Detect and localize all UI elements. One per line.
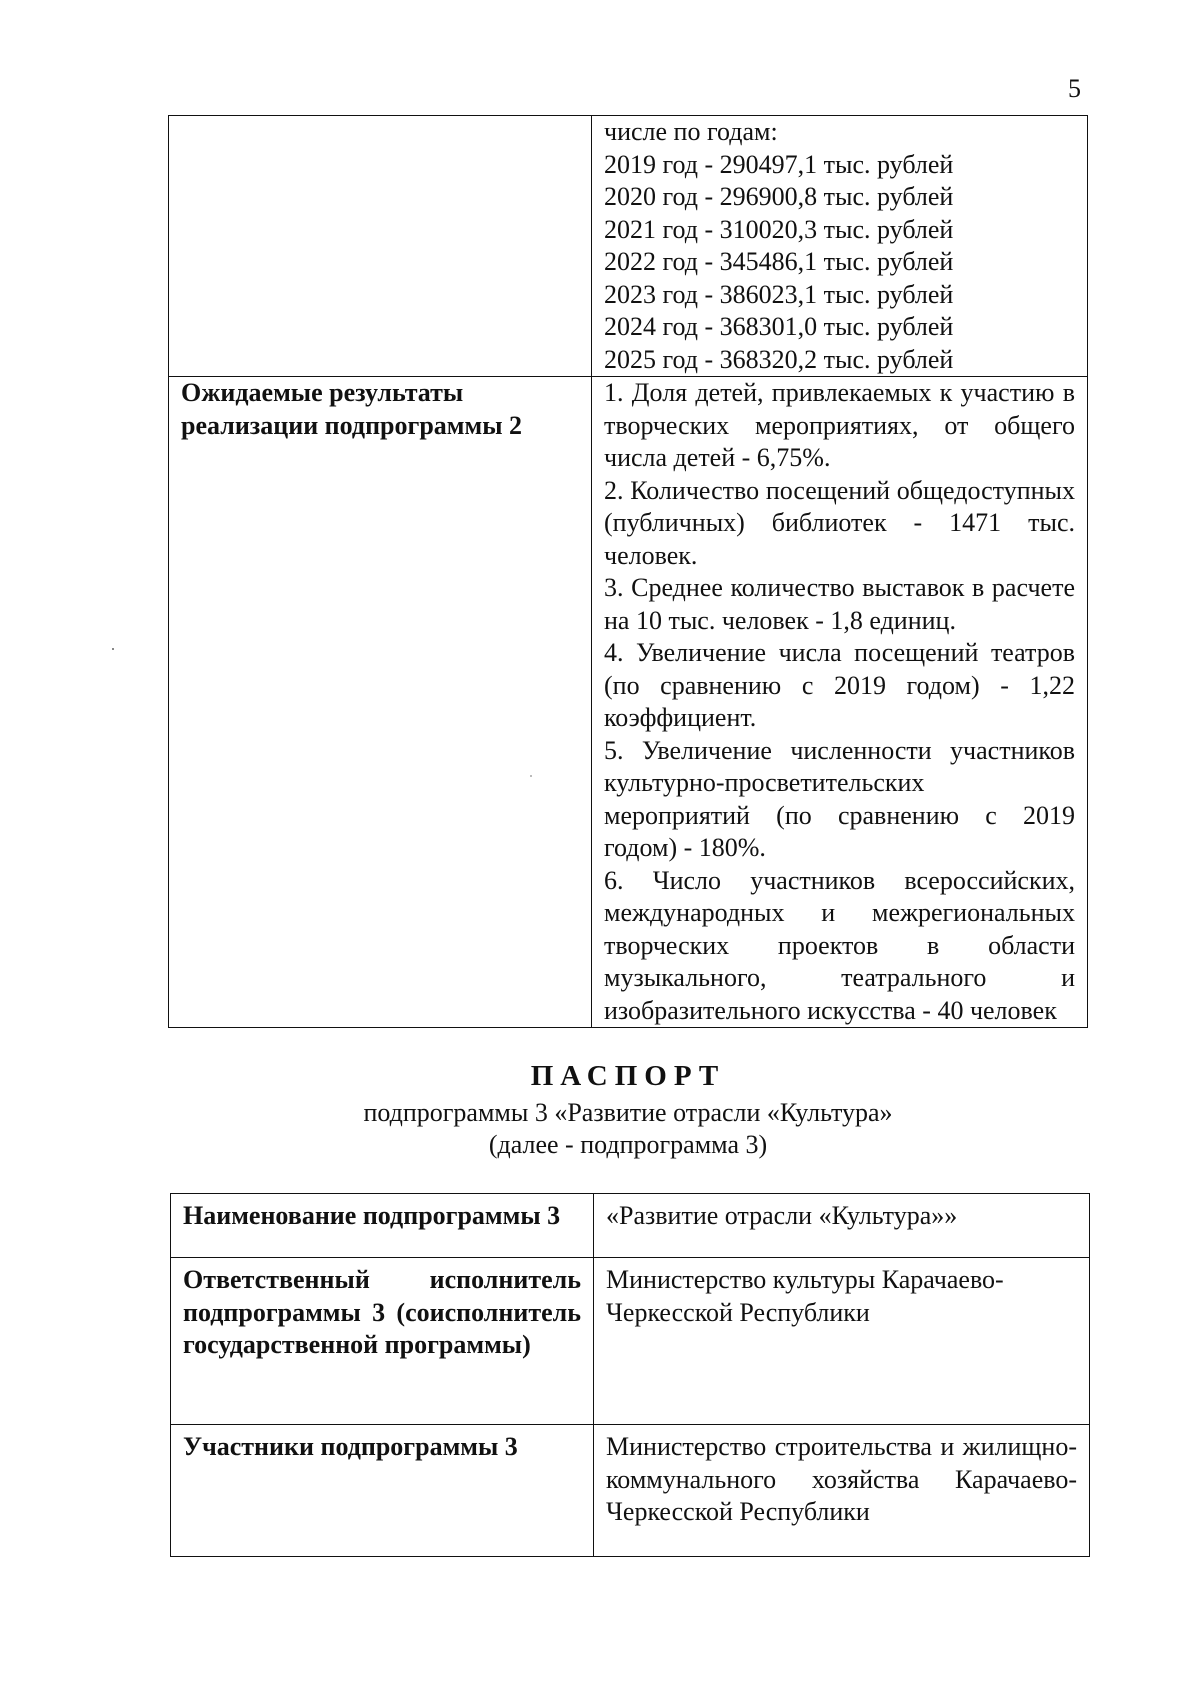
program-results-table [168,115,1088,1028]
funding-line: 2022 год - 345486,1 тыс. рублей [604,247,954,276]
scan-speck [112,648,114,650]
passport-subtitle-note: (далее - подпрограмма 3) [488,1130,768,1159]
funding-by-years-cell [592,116,1088,377]
passport-label: Участники подпрограммы 3 [171,1425,594,1557]
result-item: 6. Число участников всероссийских, международных и межрегиональных творческих проектов в области музыкального, театрального и изобразительного искусства - 40 человек [604,865,1075,1025]
passport-label: Наименование подпрограммы 3 [171,1194,594,1258]
expected-results-row [169,377,1088,1028]
result-item: 5. Увеличение численности участников культурно-просветительских мероприятий (по сравнению с 2019 годом) - 180%. [604,735,1075,862]
passport-value: «Развитие отрасли «Культура»» [594,1194,1090,1258]
result-item: 3. Среднее количество выставок в расчете на 10 тыс. человек - 1,8 единиц. [604,573,1075,635]
passport-subtitle: подпрограммы 3 «Развитие отрасли «Культура» [363,1098,893,1127]
result-item: 1. Доля детей, привлекаемых к участию в творческих мероприятиях, от общего числа детей - 6,75%. [604,378,1075,472]
funding-line: 2021 год - 310020,3 тыс. рублей [604,214,954,244]
expected-results-label: Ожидаемые результаты реализации подпрограммы 2 [169,377,592,1028]
funding-line: 2024 год - 368301,0 тыс. рублей [604,312,954,341]
funding-line: 2023 год - 386023,1 тыс. рублей [604,279,954,309]
passport-value: Министерство культуры Карачаево-Черкесской Республики [594,1258,1090,1425]
funding-line: 2020 год - 296900,8 тыс. рублей [604,182,954,211]
passport-row-executor [171,1258,1090,1425]
passport-label: Ответственный исполнитель подпрограммы 3 (соисполнитель государственной программы) [171,1258,594,1425]
page-number: 5 [1068,74,1081,103]
funding-years-row [169,116,1088,377]
passport-title: ПАСПОРТ [530,1060,726,1092]
empty-label-cell [169,116,592,377]
passport-table [170,1193,1090,1557]
passport-row-name [171,1194,1090,1258]
funding-line: 2019 год - 290497,1 тыс. рублей [604,149,954,179]
passport-value: Министерство строительства и жилищно-коммунального хозяйства Карачаево-Черкесской Республики [594,1425,1090,1557]
result-item: 4. Увеличение числа посещений театров (по сравнению с 2019 годом) - 1,22 коэффициент. [604,638,1075,732]
funding-line: 2025 год - 368320,2 тыс. рублей [604,344,954,374]
passport-row-participants [171,1425,1090,1557]
result-item: 2. Количество посещений общедоступных (публичных) библиотек - 1471 тыс. человек. [604,475,1075,570]
scan-speck [530,775,532,777]
expected-results-list [592,377,1088,1028]
funding-line: числе по годам: [604,117,778,146]
